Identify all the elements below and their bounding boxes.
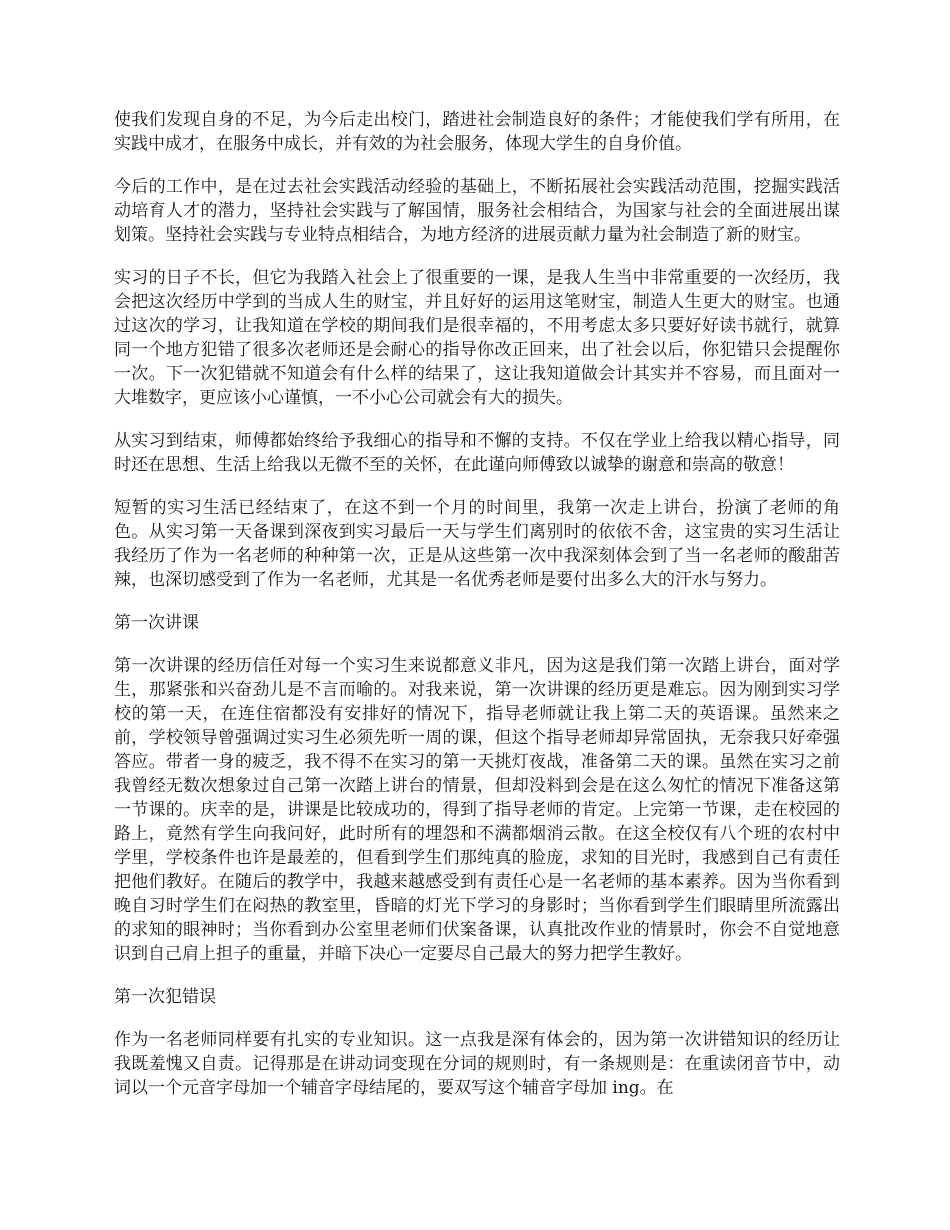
section-heading: 第一次犯错误 <box>114 987 216 1007</box>
paragraph: 从实习到结束，师傅都始终给予我细心的指导和不懈的支持。不仅在学业上给我以精心指导，同时还在思想、生活上给我以无微不至的关怀，在此谨向师傅致以诚挚的谢意和崇高的敬意！ <box>114 431 840 475</box>
paragraph: 短暂的实习生活已经结束了，在这不到一个月的时间里，我第一次走上讲台，扮演了老师的角色。从实习第一天备课到深夜到实习最后一天与学生们离别时的依依不舍，这宝贵的实习生活让我经历了作为一名老师的种种第一次，正是从这些第一次中我深刻体会到了当一名老师的酸甜苦辣，也深切感受到了作为一名老师，尤其是一名优秀老师是要付出多么大的汗水与努力。 <box>114 498 840 590</box>
paragraph: 实习的日子不长，但它为我踏入社会上了很重要的一课，是我人生当中非常重要的一次经历，我会把这次经历中学到的当成人生的财宝，并且好好的运用这笔财宝，制造人生更大的财宝。也通过这次的学习，让我知道在学校的期间我们是很幸福的，不用考虑太多只要好好读书就行，就算同一个地方犯错了很多次老师还是会耐心的指导你改正回来，出了社会以后，你犯错只会提醒你一次。下一次犯错就不知道会有什么样的结果了，这让我知道做会计其实并不容易，而且面对一大堆数字，更应该小心谨慎，一不小心公司就会有大的损失。 <box>114 268 840 408</box>
paragraph: 今后的工作中，是在过去社会实践活动经验的基础上，不断拓展社会实践活动范围，挖掘实践活动培育人才的潜力，坚持社会实践与了解国情，服务社会相结合，为国家与社会的全面进展出谋划策。坚持社会实践与专业特点相结合，为地方经济的进展贡献力量为社会制造了新的财宝。 <box>114 177 840 245</box>
paragraph: 使我们发现自身的不足，为今后走出校门，踏进社会制造良好的条件；才能使我们学有所用，在实践中成才，在服务中成长，并有效的为社会服务，体现大学生的自身价值。 <box>114 110 840 154</box>
paragraph: 第一次讲课的经历信任对每一个实习生来说都意义非凡，因为这是我们第一次踏上讲台，面对学生，那紧张和兴奋劲儿是不言而喻的。对我来说，第一次讲课的经历更是难忘。因为刚到实习学校的第一天，在连住宿都没有安排好的情况下，指导老师就让我上第二天的英语课。虽然来之前，学校领导曾强调过实习生必须先听一周的课，但这个指导老师却异常固执，无奈我只好牵强答应。带者一身的疲乏，我不得不在实习的第一天挑灯夜战，准备第二天的课。虽然在实习之前我曾经无数次想象过自己第一次踏上讲台的情景，但却没料到会是在这么匆忙的情况下准备这第一节课的。庆幸的是，讲课是比较成功的，得到了指导老师的肯定。上完第一节课，走在校园的路上，竟然有学生向我问好，此时所有的埋怨和不满都烟消云散。在这全校仅有八个班的农村中学里，学校条件也许是最差的，但看到学生们那纯真的脸庞，求知的目光时，我感到自己有责任把他们教好。在随后的教学中，我越来越感受到有责任心是一名老师的基本素养。因为当你看到晚自习时学生们在闷热的教室里，昏暗的灯光下学习的身影时；当你看到学生们眼睛里所流露出的求知的眼神时；当你看到办公室里老师们伏案备课，认真批改作业的情景时，你会不自觉地意识到自己肩上担子的重量，并暗下决心一定要尽自己最大的努力把学生教好。 <box>114 656 840 964</box>
section-heading: 第一次讲课 <box>114 613 199 633</box>
document-body <box>114 108 840 1119</box>
paragraph: 作为一名老师同样要有扎实的专业知识。这一点我是深有体会的，因为第一次讲错知识的经历让我既羞愧又自责。记得那是在讲动词变现在分词的规则时，有一条规则是：在重读闭音节中，动词以一个元音字母加一个辅音字母结尾的，要双写这个辅音字母加 ing。在 <box>114 1030 840 1098</box>
